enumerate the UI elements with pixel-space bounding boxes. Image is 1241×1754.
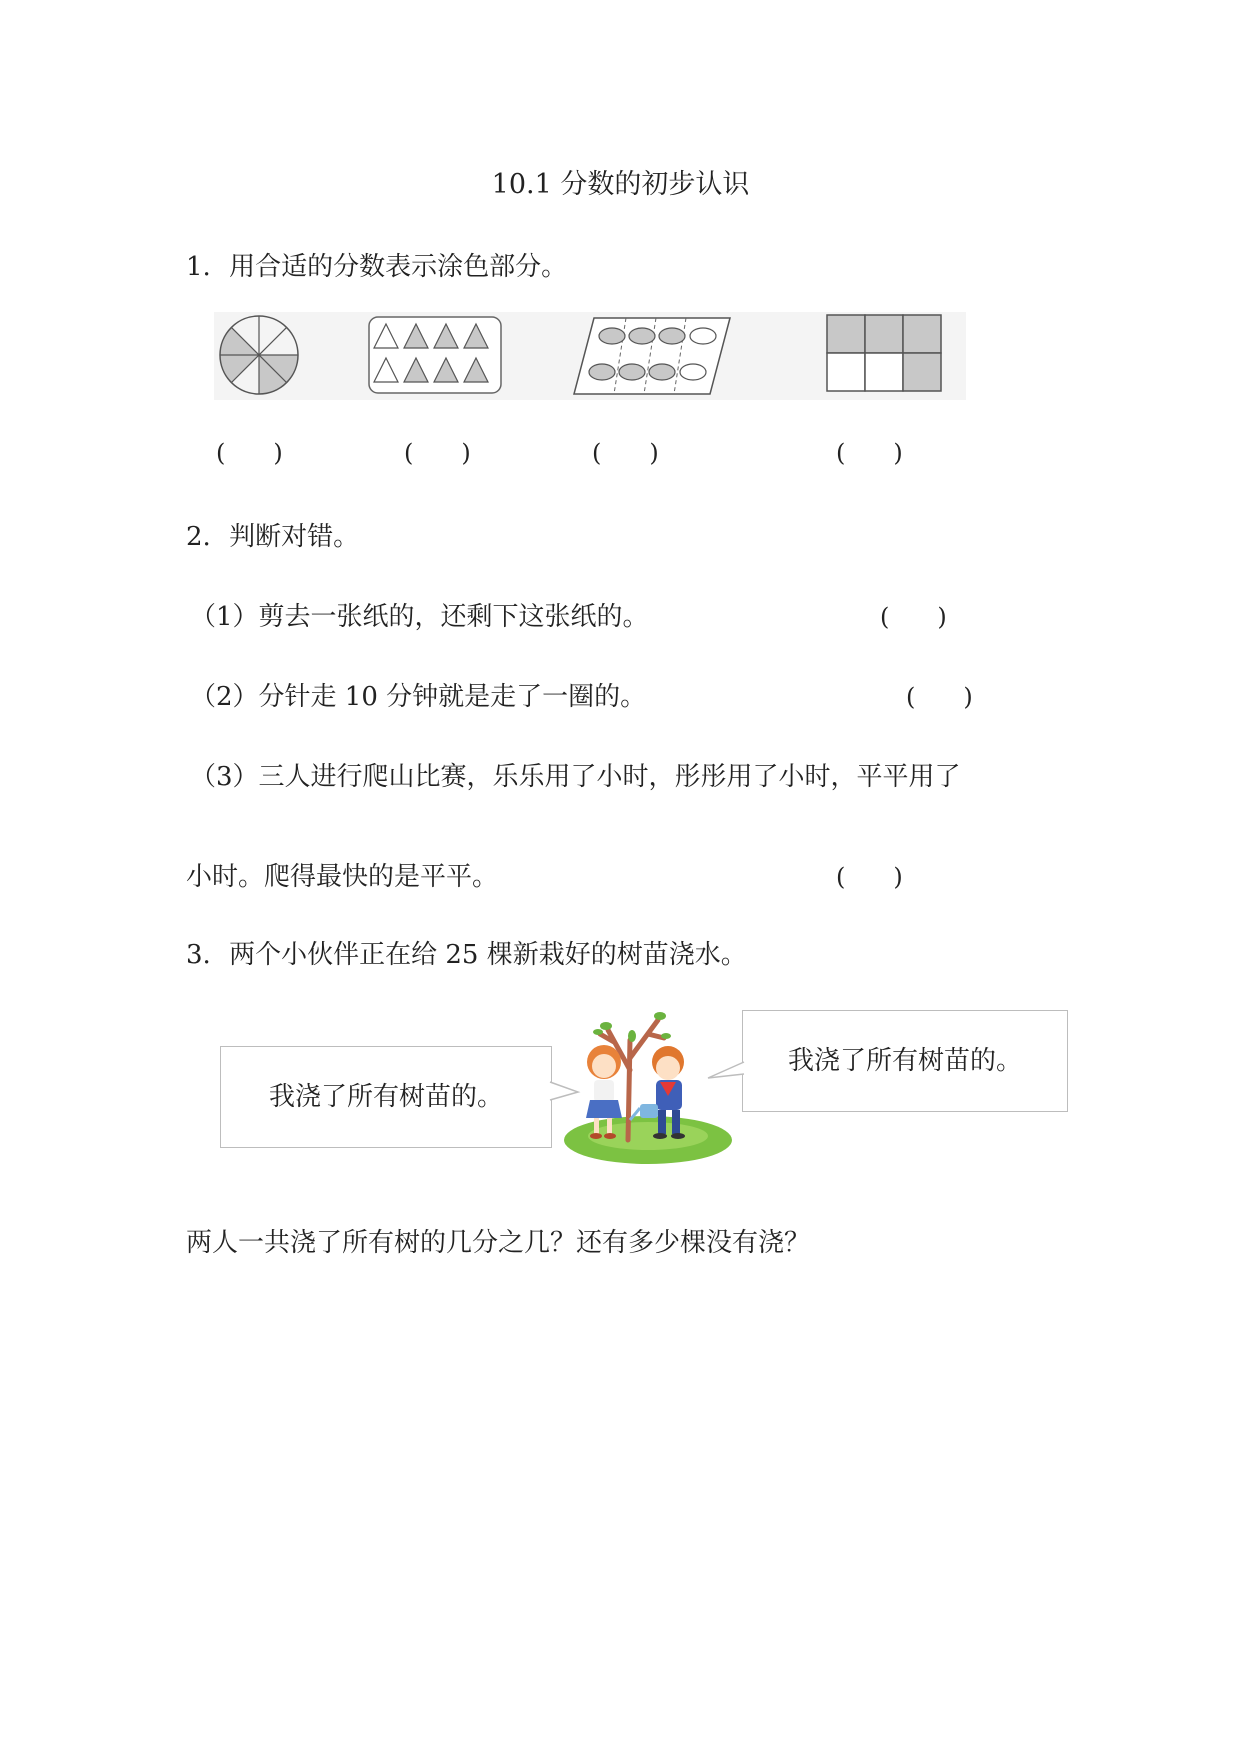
- q2-item-3-continuation: 小时。爬得最快的是平平。: [186, 862, 499, 892]
- oval: [680, 364, 706, 380]
- oval: [649, 364, 675, 380]
- q2-text: 判断对错。: [229, 522, 360, 552]
- answer-blank-1[interactable]: ( ): [216, 439, 283, 467]
- q3-text: 两个小伙伴正在给 25 棵新栽好的树苗浇水。: [229, 940, 747, 970]
- square-cell: [827, 353, 865, 391]
- q1-heading: [186, 250, 567, 284]
- page-title: 10.1 分数的初步认识: [491, 169, 750, 200]
- speech-bubble-right-text: 我浇了所有树苗的。: [787, 1046, 1022, 1076]
- square-cell: [865, 315, 903, 353]
- q2-item-1-text: （1）剪去一张纸的，还剩下这张纸的。: [190, 602, 649, 632]
- oval: [599, 328, 625, 344]
- oval: [619, 364, 645, 380]
- q1-text: 用合适的分数表示涂色部分。: [229, 252, 568, 282]
- speech-bubble-left-text: 我浇了所有树苗的。: [268, 1082, 503, 1112]
- q3-question: 两人一共浇了所有树的几分之几？还有多少棵没有浇？: [186, 1228, 811, 1258]
- q2-item-2-blank[interactable]: ( ): [906, 683, 973, 711]
- q2-number: 2.: [186, 522, 211, 552]
- q3-number: 3.: [186, 940, 211, 970]
- square-cell: [903, 315, 941, 353]
- oval: [659, 328, 685, 344]
- oval: [589, 364, 615, 380]
- q1-number: 1.: [186, 252, 211, 282]
- circle-shaded-sector: [220, 327, 259, 355]
- q2-item-1-blank[interactable]: ( ): [880, 603, 947, 631]
- square-cell: [865, 353, 903, 391]
- answer-blank-3[interactable]: ( ): [592, 439, 659, 467]
- speech-bubble-right: [742, 1010, 1068, 1112]
- q2-heading: [186, 520, 359, 554]
- bubble-pointer-right: [706, 1060, 746, 1090]
- oval: [629, 328, 655, 344]
- speech-bubble-left: [220, 1046, 552, 1148]
- q2-item-2-text: （2）分针走 10 分钟就是走了一圈的。: [190, 682, 647, 712]
- fraction-circle-figure: [218, 314, 300, 396]
- answer-blank-4[interactable]: ( ): [836, 439, 903, 467]
- q2-item-3-blank[interactable]: ( ): [836, 863, 903, 891]
- circle-shaded-sector: [220, 355, 259, 383]
- fraction-squares-figure: [826, 314, 942, 394]
- fraction-triangles-figure: [368, 316, 502, 394]
- bubble-pointer-left: [550, 1082, 578, 1100]
- answer-blank-2[interactable]: ( ): [404, 439, 471, 467]
- square-cell: [827, 315, 865, 353]
- q3-heading: [186, 938, 747, 972]
- oval: [690, 328, 716, 344]
- fraction-ovals-figure: [572, 316, 732, 396]
- square-cell: [903, 353, 941, 391]
- q2-item-3-text: （3）三人进行爬山比赛，乐乐用了小时，彤彤用了小时，平平用了: [190, 762, 961, 792]
